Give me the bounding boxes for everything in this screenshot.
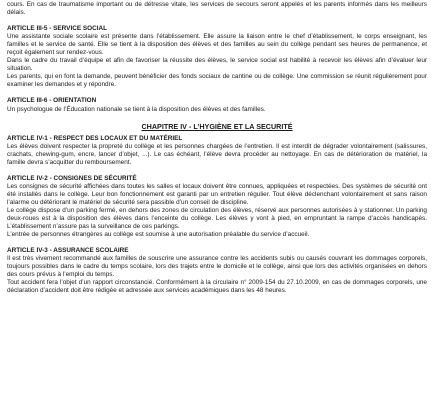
paragraph: Les parents, qui en font la demande, peuvent bénéficier des fonds sociaux de cantine ou de collège. Une commission se réunit régulièrement pour examiner les demandes et y répondre. bbox=[7, 73, 427, 89]
paragraph: Les élèves doivent respecter la propreté du collège et les personnes chargées de l’entretien. Il est interdit de dégrader volontairement (salissures, crachats, chewing-gum, encre, lancer d’objet, ...). Le cas échéant, l’élève devra procéder au nettoyage. En cas de détérioration de matériel, la famille devra s’acquitter du remboursement. bbox=[7, 142, 427, 166]
paragraph: Tout accident fera l’objet d’un rapport circonstancié. Conformément à la circulaire n° 2009-154 du 27.10.2009, en cas de dommages corporels, une déclaration d’accident doit être rédigée et adressée aux services académiques dans les 48 heures. bbox=[7, 279, 427, 295]
paragraph: Les consignes de sécurité affichées dans toutes les salles et locaux doivent être connues, appliquées et respectées. Des systèmes de sécurité ont été installés dans le collège. Leur bon fonctionnement est garanti par un entretien régulier. Tout élève déclenchant volontairement et sans raison l’alarme ou détériorant le matériel de sécurité sera passible d’un conseil de discipline. bbox=[7, 182, 427, 206]
section-title-assurance-scolaire: ARTICLE IV-3 - ASSURANCE SCOLAIRE bbox=[7, 247, 129, 255]
paragraph: Un psychologue de l’Éducation nationale se tient à la disposition des élèves et des familles. bbox=[7, 105, 266, 113]
paragraph: L’entrée de personnes étrangères au collège est soumise à une autorisation préalable du service d’accueil. bbox=[7, 231, 310, 239]
section-title-service-social: ARTICLE III-5 - SERVICE SOCIAL bbox=[7, 25, 108, 33]
paragraph: Le collège dispose d’un parking fermé, en dehors des zones de circulation des élèves, réservé aux personnes autorisées à y stationner. Un parking deux-roues est à la disposition des élèves dans l’enceinte du collège. Les élèves y vont à pied, en empruntant la rampe d’accès handicapés. L’établissement n’assure pas la surveillance de ces parkings. bbox=[7, 206, 427, 231]
intro-paragraph: cours. En cas de traumatisme important ou de détresse vitale, les services de secours seront appelés et les parents informés dans les meilleurs délais. bbox=[7, 1, 427, 17]
paragraph: Dans le cadre du travail d’équipe et afin de favoriser la réussite des élèves, le service social est habilité à recevoir les élèves afin d’évaluer leur situation. bbox=[7, 57, 427, 73]
section-title-respect-locaux: ARTICLE IV-1 - RESPECT DES LOCAUX ET DU MATÉRIEL bbox=[7, 134, 183, 142]
paragraph: Une assistante sociale scolaire est présente dans l’établissement. Elle assure la liaison entre le chef d’établissement, le corps enseignant, les familles et le service de santé. Elle se tient à la disposition des élèves et des familles au sein du collège pendant ses heures de permanence, et reçoit également sur rendez-vous. bbox=[7, 33, 427, 57]
section-title-consignes-securite: ARTICLE IV-2 - CONSIGNES DE SÉCURITÉ bbox=[7, 174, 137, 182]
paragraph: Il est très vivement recommandé aux familles de souscrire une assurance contre les accidents subis ou causés couvrant les dommages corporels, toujours possibles dans le cadre du temps scolaire, lors des trajets entre le domicile et le collège, ainsi que lors des activités organisées en dehors des cours prévus à l’emploi du temps. bbox=[7, 255, 427, 279]
chapter-title: CHAPITRE IV - L’HYGIÈNE ET LA SECURITÉ bbox=[141, 121, 293, 131]
section-title-orientation: ARTICLE III-6 - ORIENTATION bbox=[7, 97, 97, 105]
